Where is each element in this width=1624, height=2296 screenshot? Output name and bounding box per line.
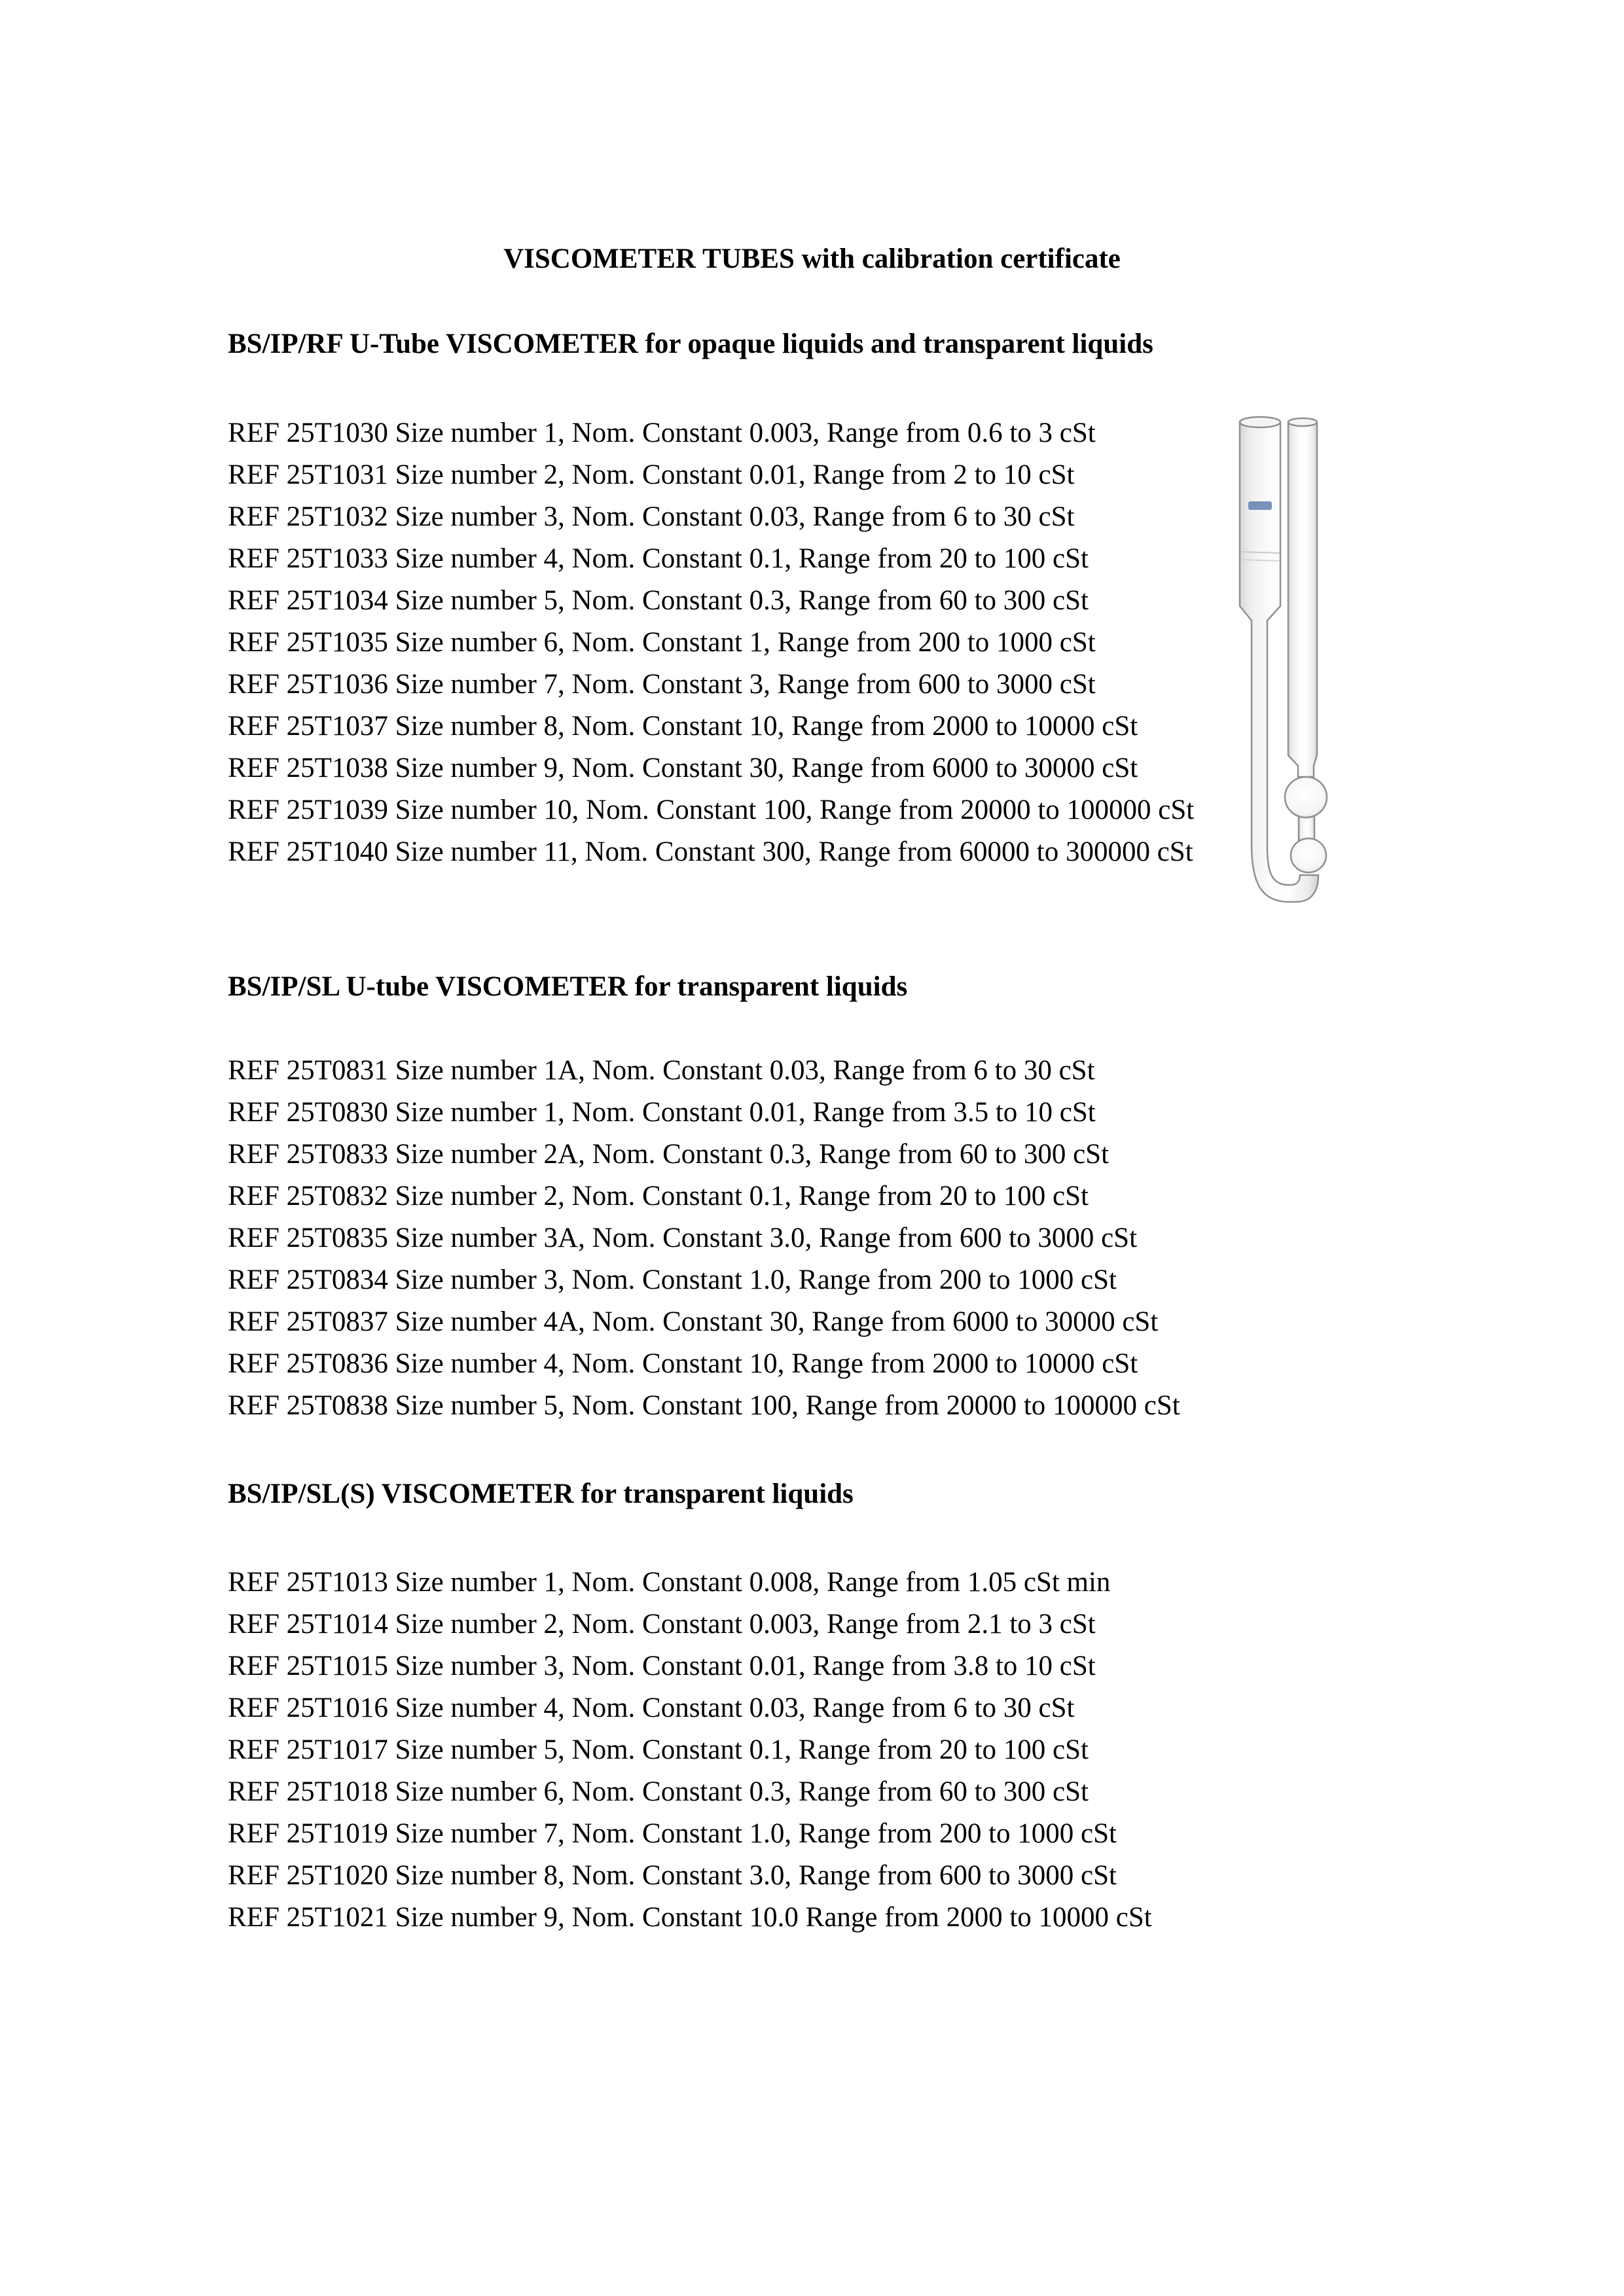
catalog-item-line: REF 25T1033 Size number 4, Nom. Constant 0.1, Range from 20 to 100 cSt [228, 543, 1089, 574]
viscometer-figure [1236, 390, 1334, 908]
catalog-item-line: REF 25T0830 Size number 1, Nom. Constant 0.01, Range from 3.5 to 10 cSt [228, 1097, 1096, 1128]
right-tube-rim [1288, 418, 1317, 426]
upper-bulb [1285, 777, 1327, 817]
catalog-item-line: REF 25T1040 Size number 11, Nom. Constant 300, Range from 60000 to 300000 cSt [228, 836, 1193, 867]
catalog-item-line: REF 25T1030 Size number 1, Nom. Constant 0.003, Range from 0.6 to 3 cSt [228, 418, 1096, 448]
catalog-list-bs-ip-sl-s [228, 1562, 1152, 1939]
catalog-item-line: REF 25T0831 Size number 1A, Nom. Constant 0.03, Range from 6 to 30 cSt [228, 1055, 1095, 1086]
catalog-item-line: REF 25T1032 Size number 3, Nom. Constant 0.03, Range from 6 to 30 cSt [228, 501, 1075, 532]
catalog-item-line: REF 25T1021 Size number 9, Nom. Constant 10.0 Range from 2000 to 10000 cSt [228, 1902, 1152, 1933]
maker-label [1248, 501, 1272, 510]
section-heading-bs-ip-rf: BS/IP/RF U-Tube VISCOMETER for opaque liquids and transparent liquids [228, 329, 1153, 359]
catalog-item-line: REF 25T1034 Size number 5, Nom. Constant 0.3, Range from 60 to 300 cSt [228, 585, 1089, 616]
left-tube-rim [1240, 417, 1280, 427]
u-tube-viscometer-illustration [1236, 390, 1334, 908]
catalog-item-line: REF 25T1014 Size number 2, Nom. Constant 0.003, Range from 2.1 to 3 cSt [228, 1609, 1096, 1640]
catalog-item-line: REF 25T0832 Size number 2, Nom. Constant 0.1, Range from 20 to 100 cSt [228, 1181, 1089, 1211]
catalog-item-line: REF 25T1038 Size number 9, Nom. Constant 30, Range from 6000 to 30000 cSt [228, 753, 1138, 783]
right-tube [1288, 418, 1317, 777]
catalog-item-line: REF 25T0837 Size number 4A, Nom. Constant 30, Range from 6000 to 30000 cSt [228, 1306, 1159, 1337]
section-heading-bs-ip-sl-s: BS/IP/SL(S) VISCOMETER for transparent liquids [228, 1479, 854, 1509]
catalog-item-line: REF 25T1020 Size number 8, Nom. Constant 3.0, Range from 600 to 3000 cSt [228, 1860, 1117, 1891]
catalog-item-line: REF 25T0838 Size number 5, Nom. Constant 100, Range from 20000 to 100000 cSt [228, 1390, 1180, 1421]
catalog-item-line: REF 25T0834 Size number 3, Nom. Constant 1.0, Range from 200 to 1000 cSt [228, 1265, 1117, 1295]
catalog-item-line: REF 25T0833 Size number 2A, Nom. Constant 0.3, Range from 60 to 300 cSt [228, 1139, 1110, 1170]
catalog-item-line: REF 25T0835 Size number 3A, Nom. Constant 3.0, Range from 600 to 3000 cSt [228, 1223, 1138, 1253]
catalog-list-bs-ip-rf [228, 412, 1194, 873]
catalog-item-line: REF 25T1035 Size number 6, Nom. Constant 1, Range from 200 to 1000 cSt [228, 627, 1096, 658]
catalog-item-line: REF 25T0836 Size number 4, Nom. Constant 10, Range from 2000 to 10000 cSt [228, 1348, 1138, 1379]
catalog-item-line: REF 25T1016 Size number 4, Nom. Constant 0.03, Range from 6 to 30 cSt [228, 1693, 1075, 1723]
catalog-item-line: REF 25T1017 Size number 5, Nom. Constant 0.1, Range from 20 to 100 cSt [228, 1734, 1089, 1765]
catalog-list-bs-ip-sl [228, 1050, 1180, 1427]
catalog-item-line: REF 25T1037 Size number 8, Nom. Constant 10, Range from 2000 to 10000 cSt [228, 711, 1138, 742]
catalog-item-line: REF 25T1015 Size number 3, Nom. Constant 0.01, Range from 3.8 to 10 cSt [228, 1651, 1096, 1681]
lower-bulb [1291, 838, 1326, 872]
catalog-item-line: REF 25T1039 Size number 10, Nom. Constant 100, Range from 20000 to 100000 cSt [228, 795, 1195, 825]
section-heading-bs-ip-sl: BS/IP/SL U-tube VISCOMETER for transparent liquids [228, 971, 908, 1002]
catalog-item-line: REF 25T1019 Size number 7, Nom. Constant 1.0, Range from 200 to 1000 cSt [228, 1818, 1117, 1849]
catalog-item-line: REF 25T1018 Size number 6, Nom. Constant 0.3, Range from 60 to 300 cSt [228, 1776, 1089, 1807]
catalog-item-line: REF 25T1031 Size number 2, Nom. Constant 0.01, Range from 2 to 10 cSt [228, 459, 1075, 490]
catalog-item-line: REF 25T1013 Size number 1, Nom. Constant 0.008, Range from 1.05 cSt min [228, 1567, 1111, 1598]
page-title: VISCOMETER TUBES with calibration certificate [503, 243, 1121, 274]
catalog-item-line: REF 25T1036 Size number 7, Nom. Constant 3, Range from 600 to 3000 cSt [228, 669, 1096, 700]
